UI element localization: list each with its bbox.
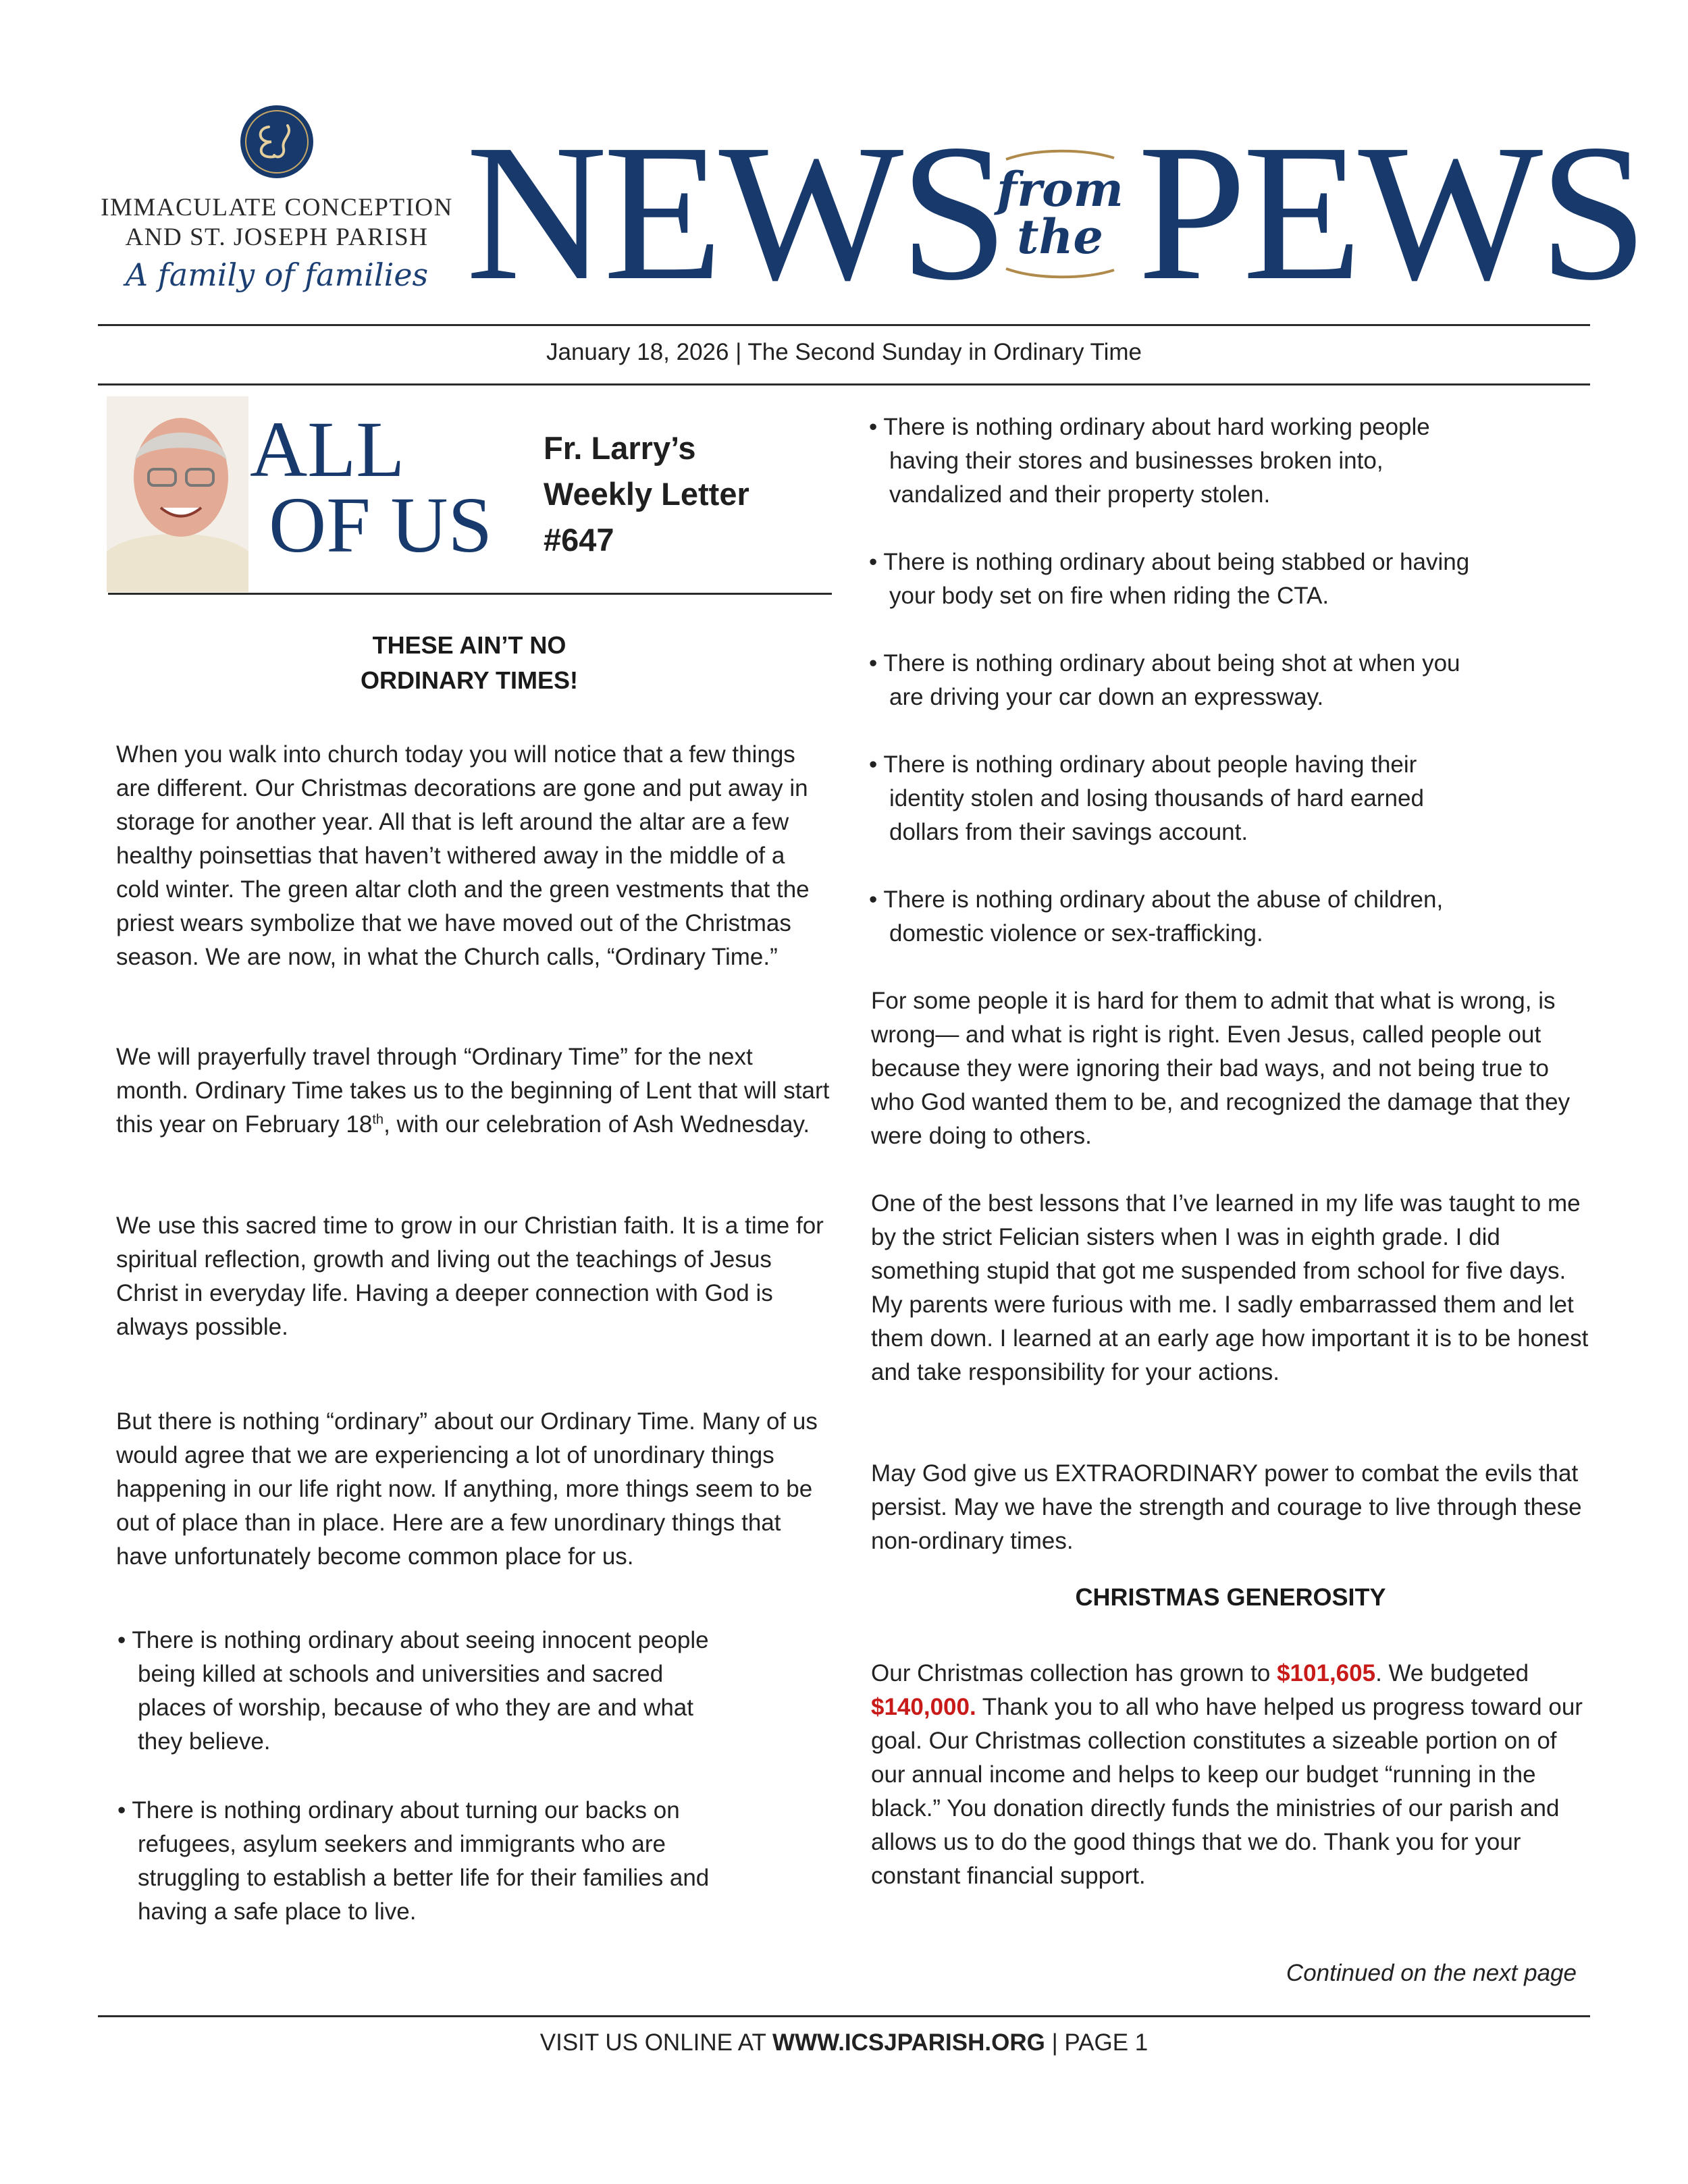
- paragraph-4-text: But there is nothing “ordinary” about our Ordinary Time. Many of us would agree that we are experiencing a lot of unordinary things happening in our life right now. If anything, more things seem to be out of place than in place. Here are a few unordinary things that have unfortunately become common place for us.: [116, 1408, 818, 1570]
- letter-title-line2: Weekly Letter: [544, 476, 749, 512]
- parish-tagline: A family of families: [125, 257, 429, 293]
- page-number: | PAGE 1: [1045, 2029, 1149, 2056]
- collection-budget: $140,000.: [871, 1694, 976, 1720]
- issue-dateline: January 18, 2026 | The Second Sunday in Ordinary Time: [546, 339, 1142, 365]
- paragraph-5-text: For some people it is hard for them to admit that what is wrong, is wrong— and what is right is right. Even Jesus, called people out because they were ignoring their bad ways, and not being true to who God wanted them to be, and recognized the damage that they were doing to others.: [871, 988, 1571, 1149]
- letter-title: [544, 425, 814, 563]
- parish-name-line2: AND ST. JOSEPH PARISH: [125, 223, 429, 251]
- ordinal-suffix: th: [372, 1112, 384, 1127]
- header-rule-top: [98, 324, 1590, 326]
- masthead-pews: PEWS: [1138, 104, 1644, 321]
- bullet-item: • There is nothing ordinary about being stabbed or having your body set on fire when riding the CTA.: [869, 549, 1470, 609]
- masthead-from: from: [997, 161, 1124, 217]
- paragraph-2-text: We will prayerfully travel through “Ordinary Time” for the next month. Ordinary Time takes us to the beginning of Lent that will start this year on February 18: [116, 1044, 830, 1138]
- all-of-us-line2: OF US: [269, 481, 493, 569]
- masthead-from-the: [996, 146, 1124, 282]
- paragraph-1: [116, 738, 830, 974]
- article-heading-line1: THESE AIN’T NO: [372, 631, 566, 659]
- christmas-generosity-heading: CHRISTMAS GENEROSITY: [1075, 1583, 1386, 1611]
- bullet-item: • There is nothing ordinary about the abuse of children, domestic violence or sex-trafficking.: [869, 886, 1444, 947]
- paragraph-1-text: When you walk into church today you will notice that a few things are different. Our Christmas decorations are gone and put away in storage for another year. All that is left around the altar are a few healthy poinsettias that haven’t withered away in the middle of a cold winter. The green altar cloth and the green vestments that the priest wears symbolize that we have moved out of the Christmas season. We are now, in what the Church calls, “Ordinary Time.”: [116, 741, 810, 970]
- bullet-icon: •: [117, 1797, 132, 1823]
- paragraph-5: [871, 984, 1590, 1153]
- letter-number: #647: [544, 522, 614, 558]
- continued-note: Continued on the next page: [1286, 1960, 1577, 1986]
- paragraph-2-text-end: , with our celebration of Ash Wednesday.: [384, 1111, 810, 1138]
- pastor-photo: [107, 396, 248, 592]
- parish-name-line1: IMMACULATE CONCEPTION: [101, 194, 453, 221]
- bullet-icon: •: [869, 886, 884, 913]
- website-link[interactable]: WWW.ICSJPARISH.ORG: [772, 2029, 1045, 2056]
- letter-title-line1: Fr. Larry’s: [544, 430, 696, 466]
- bullet-icon: •: [869, 414, 884, 440]
- paragraph-7-text: May God give us EXTRAORDINARY power to combat the evils that persist. May we have the strength and courage to live through these non-ordinary times.: [871, 1460, 1582, 1554]
- generosity-paragraph: Our Christmas collection has grown to $101,605. We budgeted $140,000. Thank you to all who have helped us progress toward our goal. Our Christmas collection constitutes a sizeable portion on of our annual income and helps to keep our budget “running in the black.” You donation directly funds the ministries of our parish and allows us to do the good things that we do. Thank you for your constant financial support.: [871, 1660, 1583, 1889]
- letter-header-rule: [108, 593, 832, 595]
- paragraph-3-text: We use this sacred time to grow in our Christian faith. It is a time for spiritual reflection, growth and living out the teachings of Jesus Christ in everyday life. Having a deeper connection with God is always possible.: [116, 1213, 824, 1340]
- paragraph-6-text: One of the best lessons that I’ve learned in my life was taught to me by the strict Felician sisters when I was in eighth grade. I did something stupid that got me suspended from school for five days. My parents were furious with me. I sadly embarrassed them and let them down. I learned at an early age how important it is to be honest and take responsibility for your actions.: [871, 1190, 1589, 1385]
- paragraph-4: [116, 1405, 830, 1574]
- parish-monogram-icon: [236, 101, 317, 182]
- bullet-icon: •: [869, 650, 884, 676]
- bullet-icon: •: [117, 1627, 132, 1653]
- bullet-icon: •: [869, 751, 884, 778]
- footer-rule: [98, 2015, 1590, 2017]
- parish-logo: [98, 101, 456, 304]
- paragraph-6: [871, 1187, 1590, 1389]
- article-heading-line2: ORDINARY TIMES!: [360, 666, 578, 694]
- page-footer: [98, 2029, 1590, 2056]
- all-of-us-logo: [250, 405, 506, 574]
- header-rule-bottom: [98, 383, 1590, 385]
- bullet-item: • There is nothing ordinary about seeing innocent people being killed at schools and universities and sacred places of worship, because of who they are and what they believe.: [117, 1627, 709, 1755]
- paragraph-3: [116, 1209, 830, 1344]
- paragraph-2: [116, 1040, 830, 1142]
- masthead-news: NEWS: [466, 104, 1005, 321]
- collection-total: $101,605: [1277, 1660, 1376, 1686]
- bullet-item: • There is nothing ordinary about people having their identity stolen and losing thousands of hard earned dollars from their savings account.: [869, 751, 1424, 845]
- all-of-us-line1: ALL: [250, 405, 405, 494]
- bullet-item: • There is nothing ordinary about turning our backs on refugees, asylum seekers and immigrants who are struggling to establish a better life for their families and having a safe place to live.: [117, 1797, 710, 1925]
- flourish-icon: [1003, 265, 1117, 282]
- bullet-item: • There is nothing ordinary about being shot at when you are driving your car down an expressway.: [869, 650, 1460, 710]
- article-heading: [108, 628, 830, 698]
- bullet-item: • There is nothing ordinary about hard working people having their stores and businesses broken into, vandalized and their property stolen.: [869, 414, 1430, 508]
- masthead-the: the: [1017, 209, 1103, 265]
- paragraph-7: [871, 1457, 1590, 1558]
- bullet-icon: •: [869, 549, 884, 575]
- newsletter-masthead: [466, 104, 1644, 321]
- footer-prefix: VISIT US ONLINE AT: [539, 2029, 773, 2056]
